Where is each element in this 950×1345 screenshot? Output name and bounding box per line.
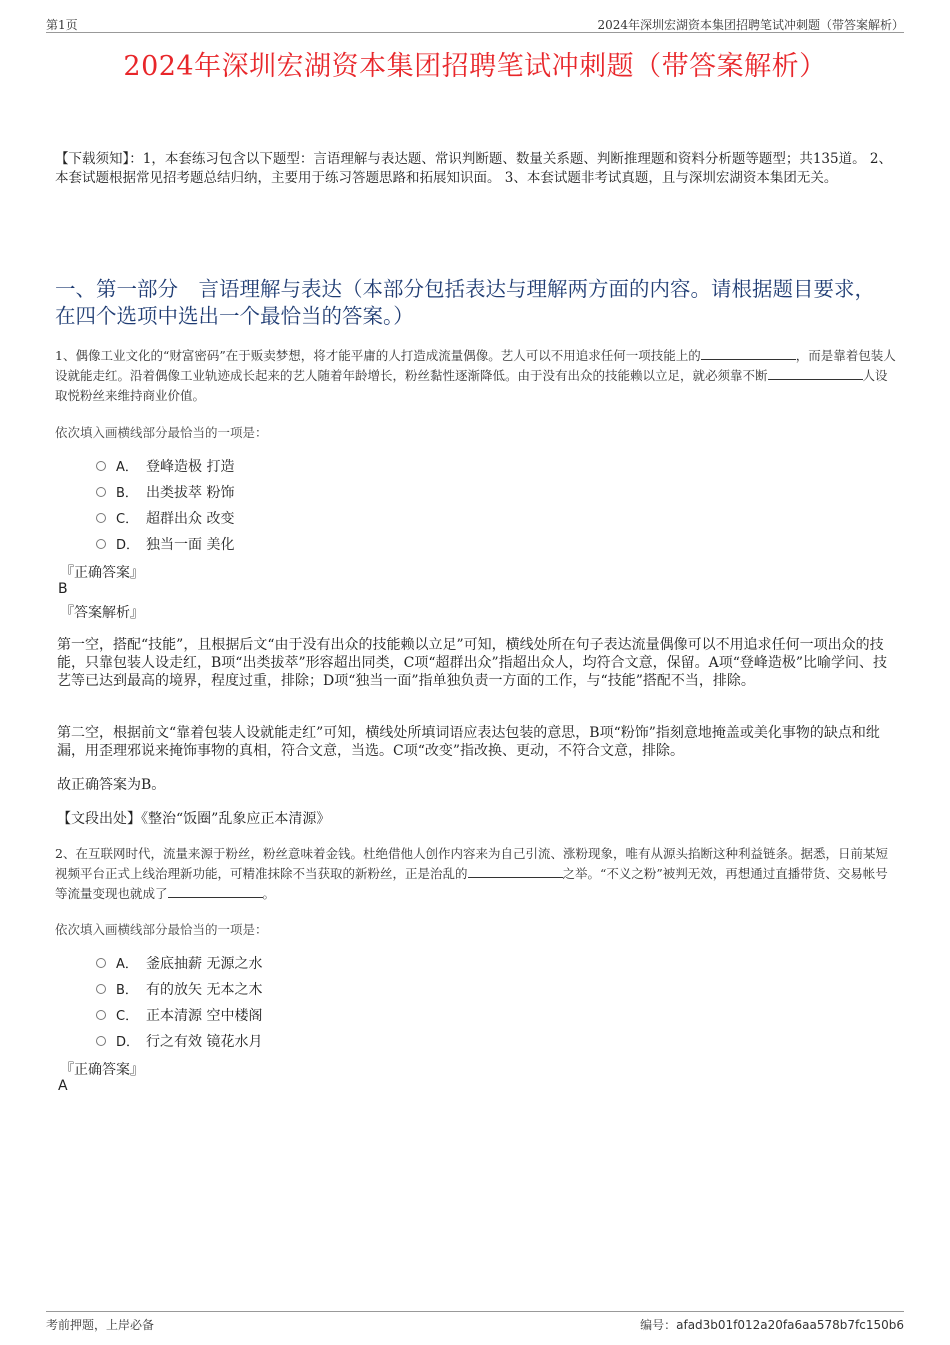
question-1-option-b[interactable] [96, 482, 234, 504]
fill-blank [768, 366, 863, 380]
radio-icon[interactable] [96, 513, 106, 523]
question-2-part-c: 。 [262, 886, 276, 901]
question-1-analysis-2: 第二空，根据前文“靠着包装人设就能走红”可知，横线处所填词语应表达包装的意思，B项“粉饰”指刻意地掩盖或美化事物的缺点和纰漏，用歪理邪说来掩饰事物的真相，符合文意，当选。C项“改变”指改换、更动，不符合文意，排除。 [57, 725, 880, 759]
question-2-answer: A [58, 1078, 68, 1094]
footer-code: afad3b01f012a20fa6aa578b7fc150b6 [676, 1318, 904, 1332]
question-1-option-d[interactable] [96, 534, 234, 556]
radio-icon[interactable] [96, 958, 106, 968]
option-letter: D． [116, 1035, 140, 1050]
question-2-answer-label: 『正确答案』 [60, 1062, 144, 1078]
document-title: 2024年深圳宏湖资本集团招聘笔试冲刺题（带答案解析） [123, 51, 827, 82]
footer-code-block [640, 1316, 904, 1333]
page-header [46, 14, 904, 33]
option-letter: C． [116, 1009, 139, 1024]
option-text: 行之有效 镜花水月 [146, 1034, 263, 1050]
option-text: 有的放矢 无本之木 [146, 982, 263, 998]
option-letter: B． [116, 486, 138, 501]
question-1-answer-label: 『正确答案』 [60, 565, 144, 581]
option-letter: A． [116, 957, 138, 972]
question-1-part-b: ，而是靠着包装人设就能走红。沿着偶像工业轨迹成长起来的艺人随着年龄增长，粉丝黏性逐渐降低。由于没有出众的技能赖以立足，就必须靠不断 [55, 348, 896, 383]
radio-icon[interactable] [96, 984, 106, 994]
question-1-conclusion: 故正确答案为B。 [57, 777, 166, 793]
question-1-analysis-1: 第一空，搭配“技能”，且根据后文“由于没有出众的技能赖以立足”可知，横线处所在句子表达流量偶像可以不用追求任何一项出众的技能，只靠包装人设走红，B项“出类拔萃”形容超出同类，C项“超群出众”指超出众人，均符合文意，保留。A项“登峰造极”比喻学问、技艺等已达到最高的境界，程度过重，排除；D项“独当一面”指单独负责一方面的工作，与“技能”搭配不当，排除。 [57, 637, 888, 689]
option-text: 釜底抽薪 无源之水 [146, 956, 263, 972]
option-letter: B． [116, 983, 138, 998]
section-heading: 一、第一部分 言语理解与表达（本部分包括表达与理解两方面的内容。请根据题目要求，在四个选项中选出一个最恰当的答案。） [55, 277, 875, 328]
option-text: 正本清源 空中楼阁 [146, 1008, 263, 1024]
page-footer [46, 1311, 904, 1332]
page-number: 第1页 [46, 18, 78, 32]
question-2-option-b[interactable] [96, 979, 262, 1001]
question-2-option-d[interactable] [96, 1031, 262, 1053]
header-doc-title: 2024年深圳宏湖资本集团招聘笔试冲刺题（带答案解析） [597, 18, 904, 32]
radio-icon[interactable] [96, 1036, 106, 1046]
footer-code-label: 编号： [640, 1318, 677, 1332]
question-1-text [55, 346, 900, 406]
radio-icon[interactable] [96, 461, 106, 471]
question-1-option-a[interactable] [96, 456, 234, 478]
option-letter: A． [116, 460, 138, 475]
question-1-prompt: 依次填入画横线部分最恰当的一项是： [55, 425, 268, 440]
question-2-option-a[interactable] [96, 953, 262, 975]
question-1-part-a: 1、偶像工业文化的“财富密码”在于贩卖梦想，将才能平庸的人打造成流量偶像。艺人可以不用追求任何一项技能上的 [55, 348, 701, 363]
radio-icon[interactable] [96, 539, 106, 549]
question-1-source: 【文段出处】《整治“饭圈”乱象应正本清源》 [57, 811, 331, 827]
fill-blank [701, 346, 796, 360]
question-2-part-a: 2、在互联网时代，流量来源于粉丝，粉丝意味着金钱。杜绝借他人创作内容来为自己引流、涨粉现象，唯有从源头掐断这种利益链条。据悉，日前某短视频平台正式上线治理新功能，可精准抹除不当获取的新粉丝，正是治乱的 [55, 846, 888, 881]
question-1-analysis-label: 『答案解析』 [60, 605, 144, 621]
option-text: 出类拔萃 粉饰 [146, 485, 235, 501]
radio-icon[interactable] [96, 487, 106, 497]
option-text: 超群出众 改变 [146, 511, 235, 527]
footer-note: 考前押题，上岸必备 [46, 1318, 155, 1332]
fill-blank [468, 864, 563, 878]
question-2-text [55, 844, 900, 904]
question-2-prompt: 依次填入画横线部分最恰当的一项是： [55, 922, 268, 937]
option-text: 登峰造极 打造 [146, 459, 235, 475]
question-2-option-c[interactable] [96, 1005, 262, 1027]
option-letter: C． [116, 512, 139, 527]
download-notice: 【下载须知】：1，本套练习包含以下题型：言语理解与表达题、常识判断题、数量关系题、判断推理题和资料分析题等题型；共135道。 2、本套试题根据常见招考题总结归纳，主要用于练习答题思路和拓展知识面。 3、本套试题非考试真题，且与深圳宏湖资本集团无关。 [55, 151, 892, 186]
question-1-option-c[interactable] [96, 508, 234, 530]
question-2-part-b: 之举。“不义之粉”被判无效，再想通过直播带货、交易帐号等流量变现也就成了 [55, 866, 888, 901]
option-text: 独当一面 美化 [146, 537, 235, 553]
fill-blank [168, 884, 263, 898]
option-letter: D． [116, 538, 140, 553]
question-1-part-c: 人设取悦粉丝来维持商业价值。 [55, 368, 888, 403]
radio-icon[interactable] [96, 1010, 106, 1020]
question-1-answer: B [58, 581, 68, 597]
